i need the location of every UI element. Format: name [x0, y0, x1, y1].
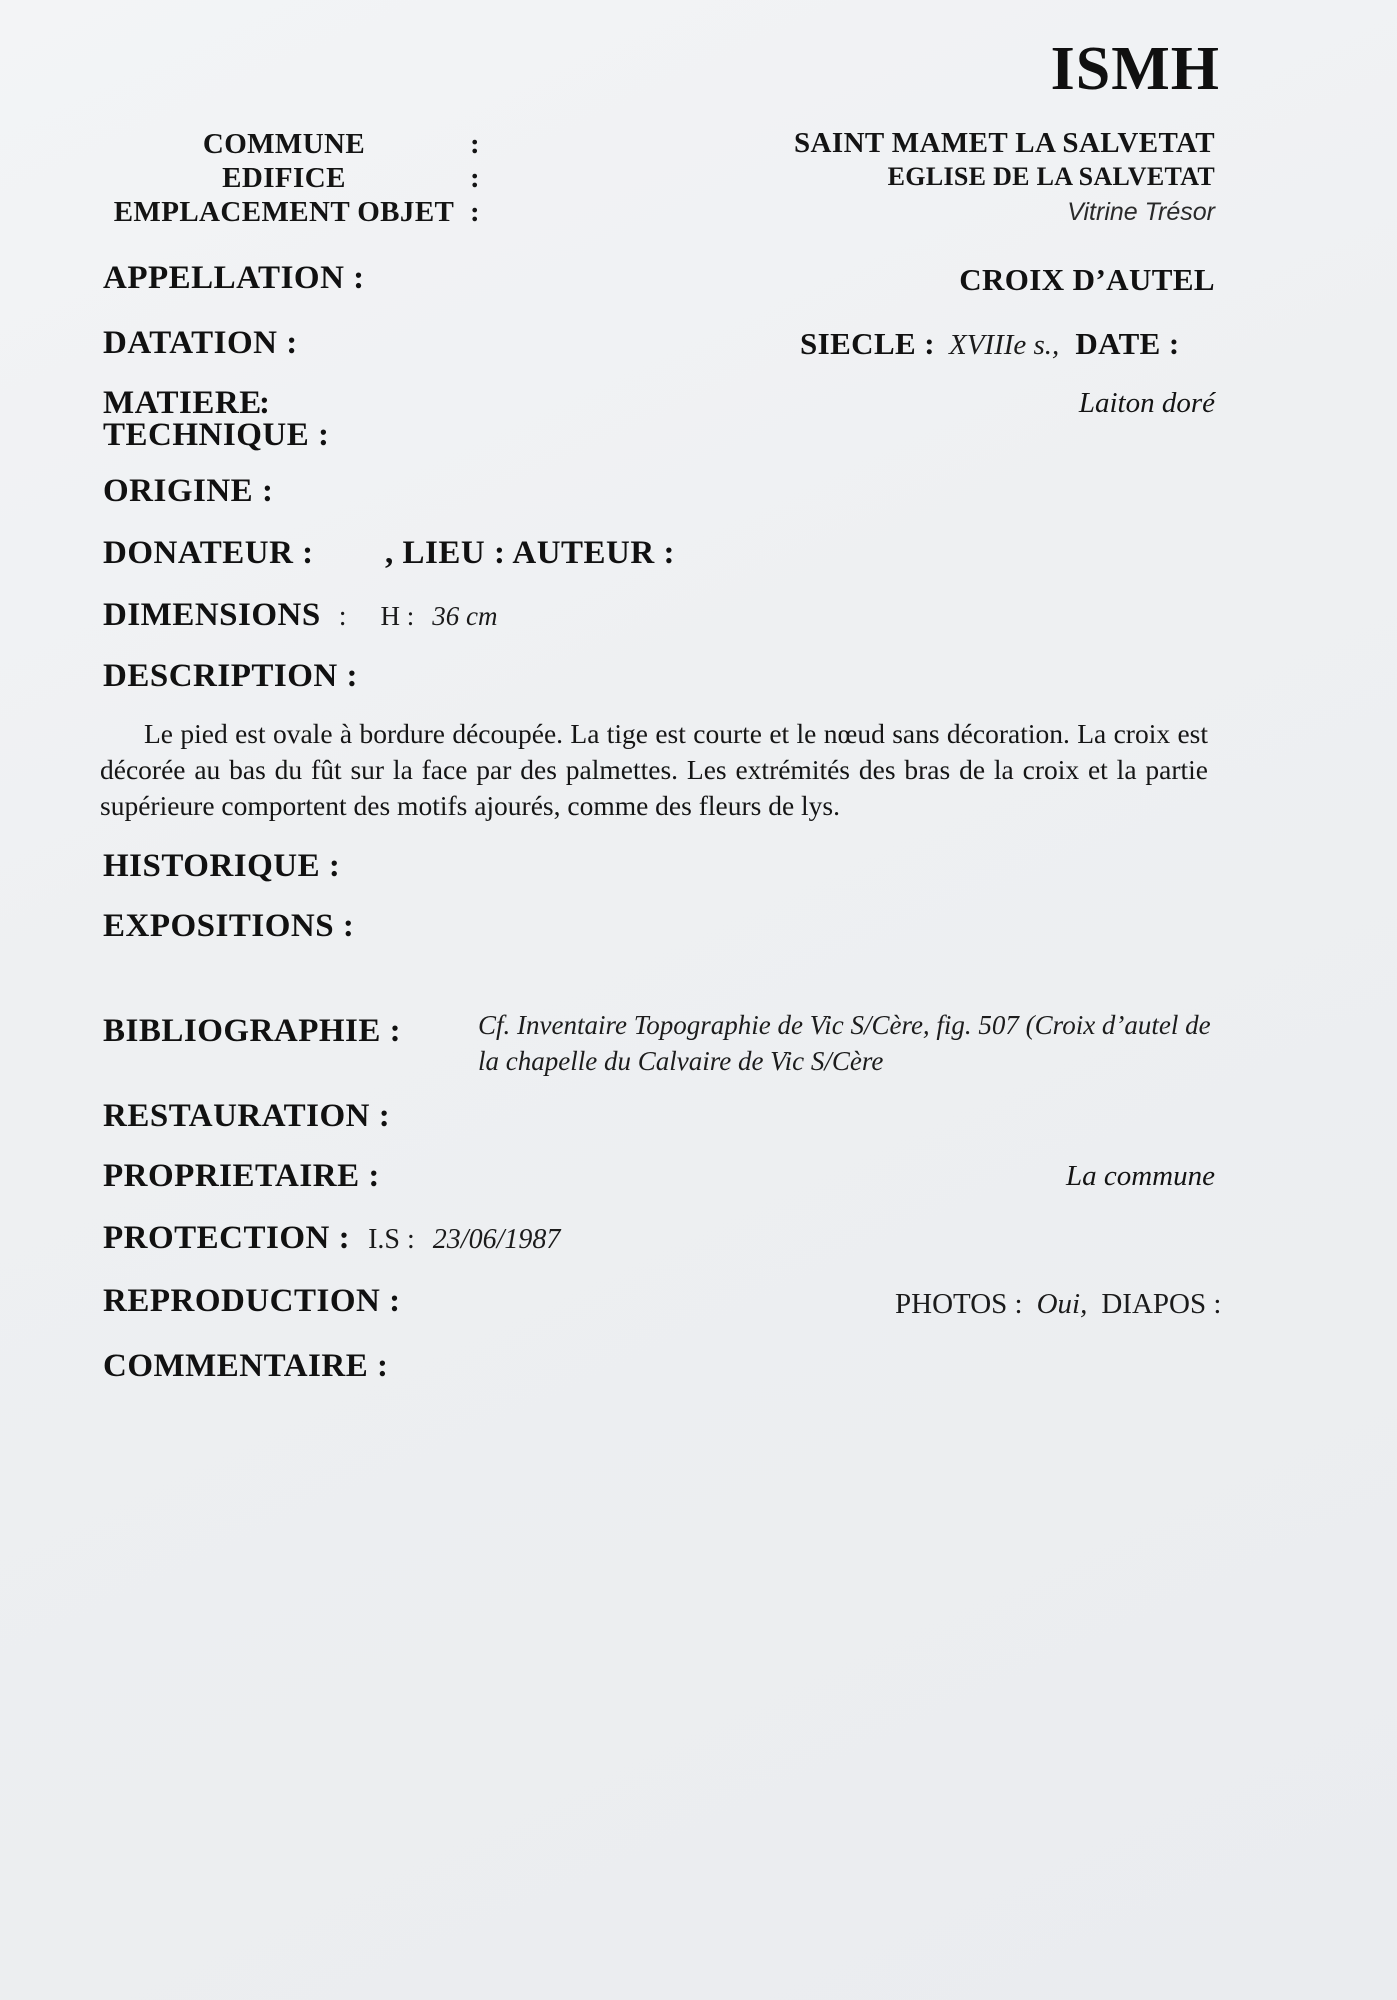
appellation-label: APPELLATION :: [103, 260, 365, 296]
proprietaire-label: PROPRIETAIRE :: [103, 1158, 380, 1194]
donateur-label: DONATEUR :: [103, 535, 314, 571]
edifice-colon: :: [470, 162, 480, 194]
proprietaire-value: La commune: [1065, 1160, 1215, 1192]
emplacement-label: EMPLACEMENT OBJET: [113, 196, 455, 228]
protection-value: 23/06/1987: [432, 1224, 561, 1255]
protection-is-label: I.S :: [368, 1224, 415, 1255]
technique-label: TECHNIQUE :: [103, 417, 330, 453]
bibliographie-text: Cf. Inventaire Topographie de Vic S/Cère, fig. 507 (Croix d’autel de la chapelle du Calvaire de Vic S/Cère: [478, 1010, 1211, 1076]
photos-value: Oui,: [1036, 1288, 1088, 1320]
commune-label: COMMUNE: [202, 128, 366, 160]
date-label: DATE :: [1075, 326, 1180, 361]
protection-row: [103, 1220, 560, 1257]
dimensions-colon: :: [338, 601, 347, 632]
dimensions-h-label: H :: [380, 601, 415, 631]
donateur-row: [103, 535, 675, 572]
description-label: DESCRIPTION :: [103, 658, 358, 694]
matiere-label: MATIERE: [103, 385, 262, 421]
protection-label: PROTECTION :: [103, 1220, 351, 1256]
bibliographie-label: BIBLIOGRAPHIE :: [103, 1013, 402, 1049]
emplacement-value: Vitrine Trésor: [1067, 198, 1215, 226]
expositions-label: EXPOSITIONS :: [103, 908, 355, 944]
appellation-value: CROIX D’AUTEL: [959, 262, 1215, 297]
edifice-value: EGLISE DE LA SALVETAT: [887, 162, 1215, 191]
historique-label: HISTORIQUE :: [103, 848, 341, 884]
restauration-label: RESTAURATION :: [103, 1098, 391, 1134]
origine-label: ORIGINE :: [103, 473, 274, 509]
matiere-colon: :: [259, 385, 271, 421]
donateur-lieu-auteur-label: , LIEU : AUTEUR :: [385, 535, 675, 571]
reproduction-label: REPRODUCTION :: [103, 1283, 401, 1319]
commune-value: SAINT MAMET LA SALVETAT: [794, 127, 1215, 159]
edifice-label: EDIFICE: [222, 162, 346, 194]
datation-value-row: [800, 326, 1180, 362]
emplacement-colon: :: [470, 196, 480, 228]
ismh-logo: ISMH: [1050, 35, 1220, 103]
commune-colon: :: [470, 128, 480, 160]
reproduction-value-row: [895, 1288, 1221, 1321]
photos-label: PHOTOS :: [895, 1288, 1023, 1320]
datation-label: DATATION :: [103, 325, 298, 361]
description-text: Le pied est ovale à bordure découpée. La tige est courte et le nœud sans décoration. La croix est décorée au bas du fût sur la face par des palmettes. Les extrémités des bras de la croix et la partie supérieure comportent des motifs ajourés, comme des fleurs de lys.: [100, 718, 1208, 821]
dimensions-row: [103, 597, 497, 634]
siecle-label: SIECLE :: [800, 326, 935, 361]
dimensions-value: 36 cm: [432, 601, 498, 631]
diapos-label: DIAPOS :: [1101, 1288, 1222, 1320]
matiere-value: Laiton doré: [1078, 387, 1215, 419]
commentaire-label: COMMENTAIRE :: [103, 1348, 389, 1384]
siecle-value: XVIIIe s.,: [949, 329, 1060, 361]
dimensions-label: DIMENSIONS: [103, 597, 321, 633]
